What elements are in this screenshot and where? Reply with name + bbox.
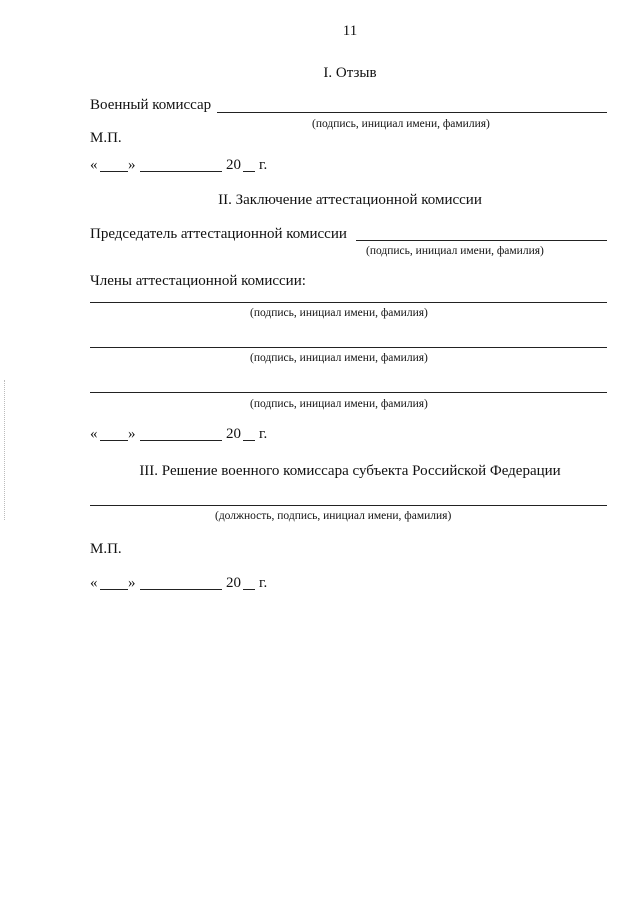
commissar-label: Военный комиссар xyxy=(90,97,212,113)
page-number: 11 xyxy=(342,23,358,39)
date-close-quote: » xyxy=(128,157,136,173)
section-3-title: III. Решение военного комиссара субъекта Российской Федерации xyxy=(139,463,561,479)
chairman-label: Председатель аттестационной комиссии xyxy=(90,226,347,242)
date-open-quote: « xyxy=(90,157,98,173)
date-year-line xyxy=(243,171,255,172)
date-month-line xyxy=(140,589,222,590)
date-open-quote: « xyxy=(90,575,98,591)
scan-edge-mark xyxy=(4,380,6,520)
commissar-signature-line xyxy=(217,112,607,113)
chairman-signature-caption: (подпись, инициал имени, фамилия) xyxy=(366,245,544,257)
date-year-suffix: г. xyxy=(259,157,268,173)
date-year-line xyxy=(243,440,255,441)
stamp-mark-3: М.П. xyxy=(90,541,122,557)
date-open-quote: « xyxy=(90,426,98,442)
date-year-prefix: 20 xyxy=(226,157,241,173)
date-close-quote: » xyxy=(128,575,136,591)
member-1-signature-line xyxy=(90,302,607,303)
date-year-prefix: 20 xyxy=(226,426,241,442)
commissar-signature-caption: (подпись, инициал имени, фамилия) xyxy=(312,118,490,130)
date-year-suffix: г. xyxy=(259,426,268,442)
chairman-signature-line xyxy=(356,240,607,241)
member-3-signature-caption: (подпись, инициал имени, фамилия) xyxy=(250,398,428,410)
member-3-signature-line xyxy=(90,392,607,393)
date-year-prefix: 20 xyxy=(226,575,241,591)
date-month-line xyxy=(140,171,222,172)
decision-signature-line xyxy=(90,505,607,506)
date-close-quote: » xyxy=(128,426,136,442)
date-day-line xyxy=(100,171,128,172)
date-year-line xyxy=(243,589,255,590)
decision-signature-caption: (должность, подпись, инициал имени, фамилия) xyxy=(215,510,452,522)
member-2-signature-caption: (подпись, инициал имени, фамилия) xyxy=(250,352,428,364)
member-1-signature-caption: (подпись, инициал имени, фамилия) xyxy=(250,307,428,319)
date-day-line xyxy=(100,440,128,441)
date-day-line xyxy=(100,589,128,590)
members-label: Члены аттестационной комиссии: xyxy=(90,273,306,289)
member-2-signature-line xyxy=(90,347,607,348)
stamp-mark-1: М.П. xyxy=(90,130,122,146)
date-year-suffix: г. xyxy=(259,575,268,591)
section-2-title: II. Заключение аттестационной комиссии xyxy=(218,192,482,208)
date-month-line xyxy=(140,440,222,441)
section-1-title: I. Отзыв xyxy=(323,65,377,81)
